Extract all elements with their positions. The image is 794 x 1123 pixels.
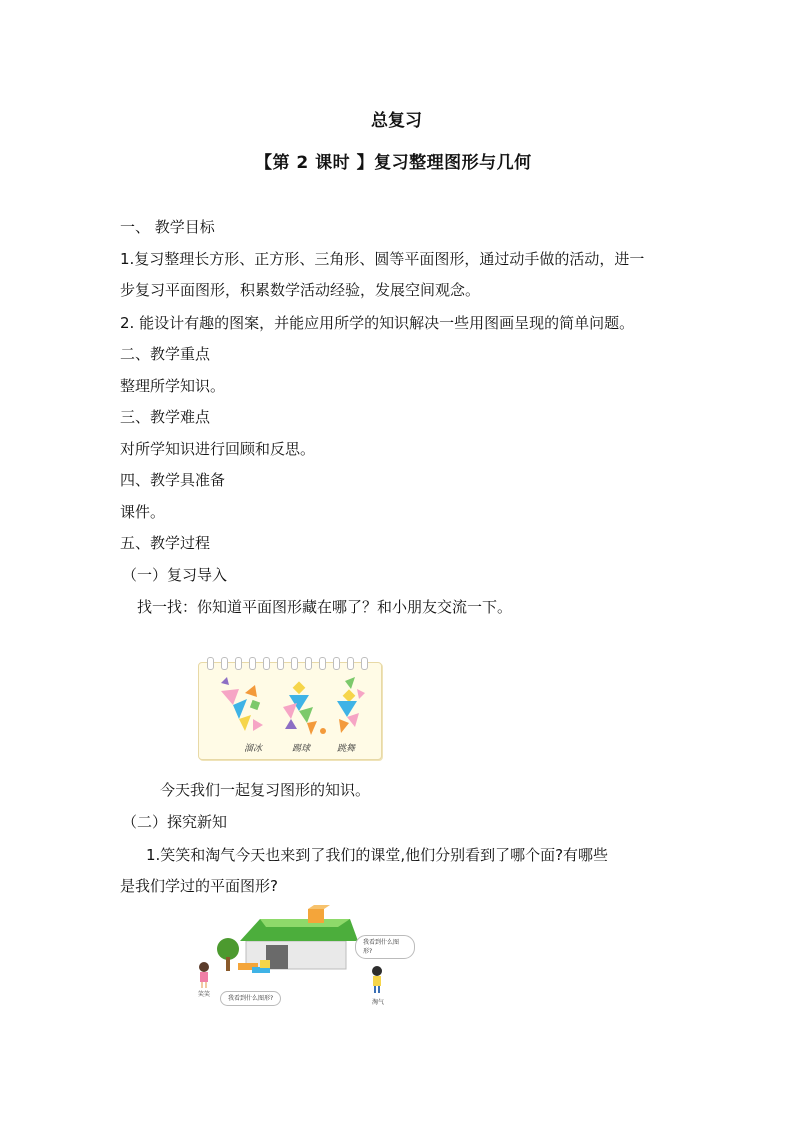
- square-shape: [250, 700, 260, 710]
- section-heading-objectives: 一、 教学目标: [120, 218, 215, 236]
- speech-bubble-left: 我看到什么图形?: [220, 991, 281, 1006]
- objective-1-line-2: 步复习平面图形，积累数学活动经验，发展空间观念。: [120, 281, 481, 299]
- tangram-kicker: [283, 681, 326, 735]
- block-shape: [260, 960, 270, 968]
- triangle-shape: [347, 713, 359, 727]
- triangle-shape: [233, 699, 247, 719]
- triangle-shape: [337, 701, 357, 717]
- caption-skating: 溜冰: [244, 744, 263, 754]
- triangle-shape: [345, 677, 355, 689]
- triangle-shape: [221, 689, 239, 705]
- caption-football: 踢球: [292, 744, 311, 754]
- page-title: 总复习: [371, 111, 422, 131]
- triangle-shape: [253, 719, 263, 731]
- boy-leg: [374, 986, 376, 993]
- explore-question-line-1: 1.笑笑和淘气今天也来到了我们的课堂,他们分别看到了哪个面?有哪些: [146, 846, 609, 864]
- review-conclusion: 今天我们一起复习图形的知识。: [160, 781, 371, 799]
- triangle-shape: [299, 707, 313, 723]
- section-heading-process: 五、教学过程: [120, 534, 211, 552]
- objective-1-line-1: 1.复习整理长方形、正方形、三角形、圆等平面图形，通过动手做的活动，进一: [120, 250, 645, 268]
- objective-2: 2. 能设计有趣的图案，并能应用所学的知识解决一些用图画呈现的简单问题。: [120, 314, 635, 332]
- subsection-heading-review: （一）复习导入: [122, 566, 228, 584]
- house-scene-figure: [190, 905, 415, 1017]
- difficulties-text: 对所学知识进行回顾和反思。: [120, 440, 316, 458]
- lesson-subtitle: 【第 2 课时 】复习整理图形与几何: [255, 153, 532, 173]
- tangram-shapes: [199, 663, 381, 743]
- triangle-shape: [245, 685, 257, 697]
- triangle-shape: [307, 721, 317, 735]
- subsection-heading-explore: （二）探究新知: [122, 813, 228, 831]
- triangle-shape: [339, 719, 349, 733]
- section-heading-difficulties: 三、教学难点: [120, 408, 211, 426]
- triangle-shape: [283, 703, 297, 719]
- square-shape: [343, 689, 356, 702]
- box-top: [308, 905, 330, 909]
- triangle-shape: [285, 719, 297, 729]
- girl-label: 笑笑: [198, 991, 211, 998]
- ball-shape: [320, 728, 326, 734]
- boy-body: [373, 976, 381, 986]
- square-shape: [293, 681, 306, 694]
- key-points-text: 整理所学知识。: [120, 377, 226, 395]
- tangram-figure: [198, 662, 382, 760]
- tangram-skater: [221, 677, 263, 731]
- tangram-dancer: [337, 677, 365, 733]
- girl-leg: [205, 982, 207, 988]
- triangle-shape: [357, 689, 365, 699]
- tree-trunk: [226, 957, 230, 971]
- boy-leg: [378, 986, 380, 993]
- speech-bubble-right: 我看到什么图形?: [355, 935, 415, 959]
- boy-label: 淘气: [372, 999, 385, 1006]
- girl-leg: [201, 982, 203, 988]
- triangle-shape: [221, 677, 229, 685]
- roof-top-face: [260, 919, 350, 927]
- tree-icon: [217, 938, 239, 960]
- boy-head: [372, 966, 382, 976]
- section-heading-materials: 四、教学具准备: [120, 471, 226, 489]
- explore-question-line-2: 是我们学过的平面图形?: [120, 877, 278, 895]
- girl-head: [199, 962, 209, 972]
- review-prompt: 找一找：你知道平面图形藏在哪了？和小朋友交流一下。: [137, 598, 513, 616]
- triangle-shape: [239, 715, 251, 731]
- caption-dance: 跳舞: [337, 744, 356, 754]
- materials-text: 课件。: [120, 503, 166, 521]
- girl-body: [200, 972, 208, 982]
- section-heading-key-points: 二、教学重点: [120, 345, 211, 363]
- box-on-roof: [308, 909, 324, 923]
